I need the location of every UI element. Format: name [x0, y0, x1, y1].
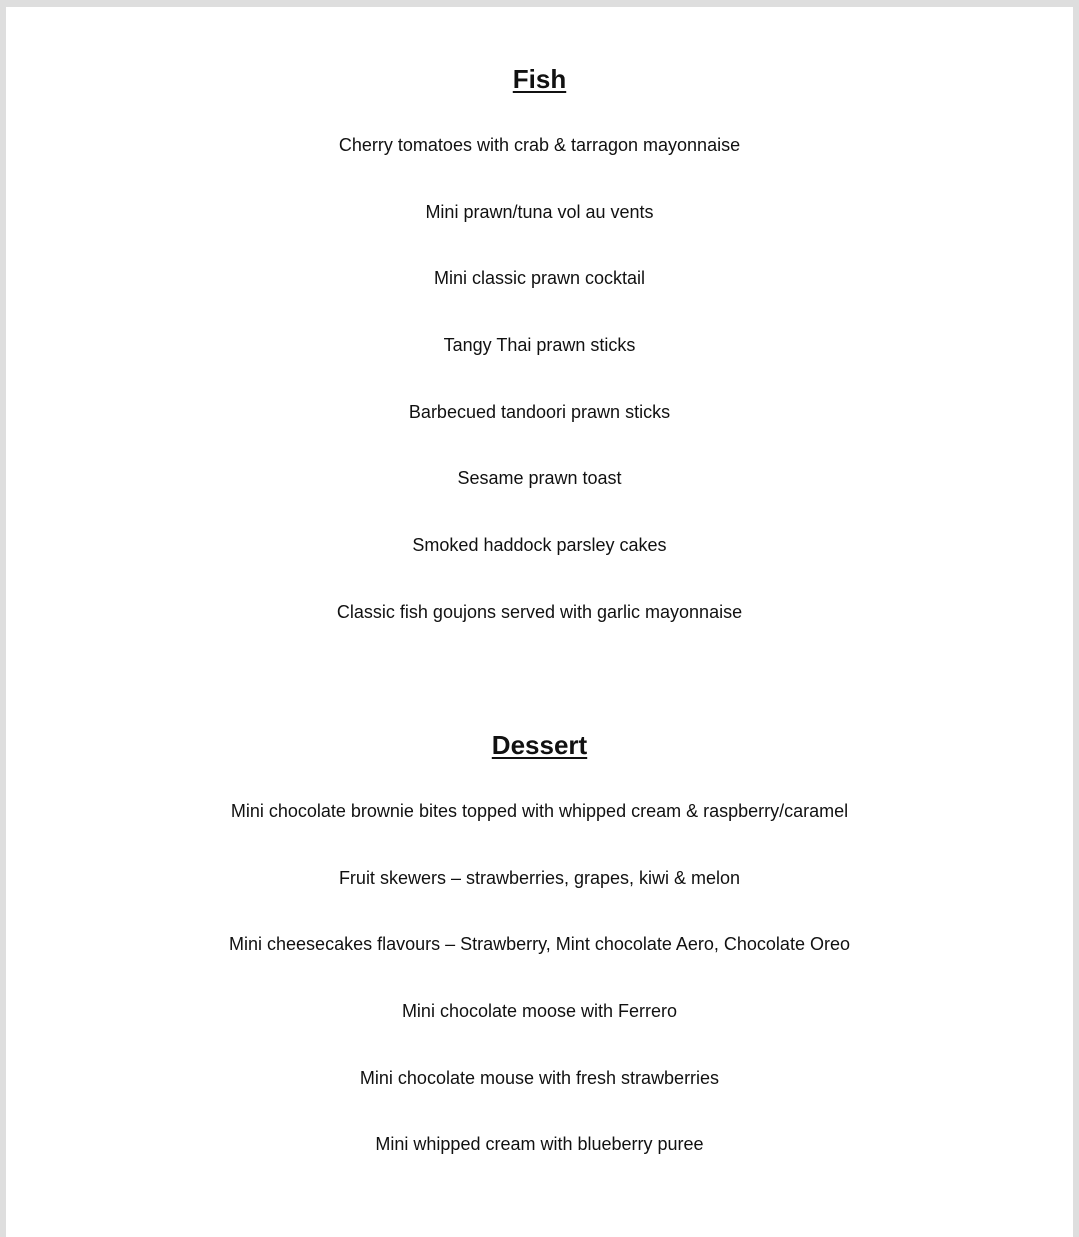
- fish-list: [6, 125, 1073, 632]
- dessert-item: Mini chocolate brownie bites topped with whipped cream & raspberry/caramel: [230, 801, 849, 821]
- fish-item: Smoked haddock parsley cakes: [412, 535, 667, 556]
- dessert-heading: Dessert: [491, 730, 588, 760]
- fish-item: Cherry tomatoes with crab & tarragon mayonnaise: [338, 135, 741, 155]
- fish-item: Sesame prawn toast: [457, 468, 622, 489]
- fish-item: Mini classic prawn cocktail: [433, 268, 646, 289]
- fish-item: Mini prawn/tuna vol au vents: [425, 201, 654, 222]
- fish-heading: Fish: [512, 64, 567, 94]
- fish-item: Barbecued tandoori prawn sticks: [408, 401, 671, 422]
- dessert-item: Mini chocolate moose with Ferrero: [401, 1001, 678, 1022]
- dessert-item: Mini chocolate mouse with fresh strawberries: [359, 1067, 720, 1088]
- fish-item: Tangy Thai prawn sticks: [443, 335, 636, 356]
- dessert-item: Mini cheesecakes flavours – Strawberry, Mint chocolate Aero, Chocolate Oreo: [229, 934, 850, 955]
- fish-section: [6, 59, 1073, 659]
- dessert-list: [6, 791, 1073, 1164]
- menu-page: [6, 7, 1073, 1237]
- fish-item: Classic fish goujons served with garlic mayonnaise: [336, 601, 743, 622]
- dessert-item: Mini whipped cream with blueberry puree: [375, 1134, 704, 1155]
- dessert-section: [6, 725, 1073, 1191]
- dessert-item: Fruit skewers – strawberries, grapes, kiwi & melon: [338, 867, 741, 888]
